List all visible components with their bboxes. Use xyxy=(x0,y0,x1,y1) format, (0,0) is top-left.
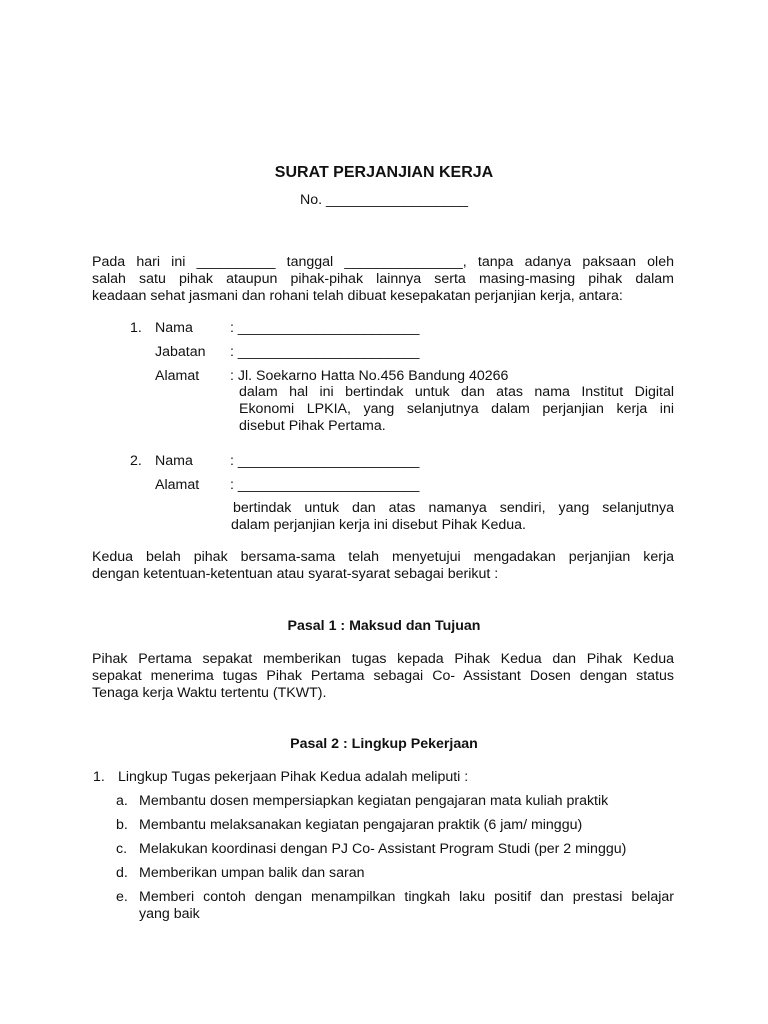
subitem-text: Membantu dosen mempersiapkan kegiatan pengajaran mata kuliah praktik xyxy=(139,793,609,809)
pasal2-heading: Pasal 2 : Lingkup Pekerjaan xyxy=(290,736,478,752)
party2-description xyxy=(231,500,674,534)
pasal2-item-number: 1. xyxy=(93,769,105,785)
pasal1-heading: Pasal 1 : Maksud dan Tujuan xyxy=(287,618,481,634)
subitem-text-block xyxy=(139,889,674,923)
pasal2-item-text: Lingkup Tugas pekerjaan Pihak Kedua adalah meliputi : xyxy=(118,769,469,785)
party2-name-value: : _______________________ xyxy=(230,453,420,469)
subitem-letter: c. xyxy=(116,841,128,857)
party1-name-label: Nama xyxy=(155,320,193,336)
subitem-text: Melakukan koordinasi dengan PJ Co- Assistant Program Studi (per 2 minggu) xyxy=(139,841,627,857)
agreement-line: dengan ketentuan-ketentuan atau syarat-syarat sebagai berikut : xyxy=(92,566,499,582)
intro-line: Pada hari ini __________ tanggal _______________, tanpa adanya paksaan oleh xyxy=(92,254,674,270)
party2-address-label: Alamat xyxy=(155,477,200,493)
subitem-text: Memberikan umpan balik dan saran xyxy=(139,865,365,881)
intro-line: keadaan sehat jasmani dan rohani telah dibuat kesepakatan perjanjian kerja, antara: xyxy=(92,288,623,304)
agreement-paragraph xyxy=(92,549,674,583)
subitem-letter: a. xyxy=(116,793,128,809)
party1-position-label: Jabatan xyxy=(155,344,206,360)
party1-address-value: : Jl. Soekarno Hatta No.456 Bandung 40266 xyxy=(230,368,509,384)
party1-number: 1. xyxy=(130,320,142,336)
subitem-letter: e. xyxy=(116,889,128,905)
party2-desc-line: dalam perjanjian kerja ini disebut Pihak Kedua. xyxy=(231,517,526,533)
pasal1-line: sepakat menerima tugas Pihak Pertama sebagai Co- Assistant Dosen dengan status xyxy=(92,668,674,684)
party2-desc-line: bertindak untuk dan atas namanya sendiri, yang selanjutnya xyxy=(233,500,674,516)
party2-name-label: Nama xyxy=(155,453,193,469)
subitem-text: yang baik xyxy=(139,906,200,922)
party1-position-value: : _______________________ xyxy=(230,344,420,360)
party1-desc-line: dalam hal ini bertindak untuk dan atas nama Institut Digital xyxy=(239,384,674,400)
agreement-line: Kedua belah pihak bersama-sama telah menyetujui mengadakan perjanjian kerja xyxy=(92,549,674,565)
intro-line: salah satu pihak ataupun pihak-pihak lainnya serta masing-masing pihak dalam xyxy=(92,271,674,287)
pasal1-paragraph xyxy=(92,651,674,702)
party2-address-value: : _______________________ xyxy=(230,477,420,493)
pasal1-line: Tenaga kerja Waktu tertentu (TKWT). xyxy=(92,685,327,701)
party1-name-value: : _______________________ xyxy=(230,320,420,336)
document-title: SURAT PERJANJIAN KERJA xyxy=(274,164,494,181)
subitem-text: Membantu melaksanakan kegiatan pengajaran praktik (6 jam/ minggu) xyxy=(139,817,583,833)
subitem-letter: d. xyxy=(116,865,128,881)
party1-description xyxy=(239,384,674,435)
party1-desc-line: disebut Pihak Pertama. xyxy=(239,418,386,434)
pasal1-line: Pihak Pertama sepakat memberikan tugas kepada Pihak Kedua dan Pihak Kedua xyxy=(92,651,674,667)
party1-address-label: Alamat xyxy=(155,368,200,384)
subitem-letter: b. xyxy=(116,817,128,833)
party2-number: 2. xyxy=(130,453,142,469)
intro-paragraph xyxy=(92,254,674,305)
party1-desc-line: Ekonomi LPKIA, yang selanjutnya dalam perjanjian kerja ini xyxy=(239,401,674,417)
document-number: No. __________________ xyxy=(299,192,469,208)
subitem-text: Memberi contoh dengan menampilkan tingkah laku positif dan prestasi belajar xyxy=(139,889,674,905)
